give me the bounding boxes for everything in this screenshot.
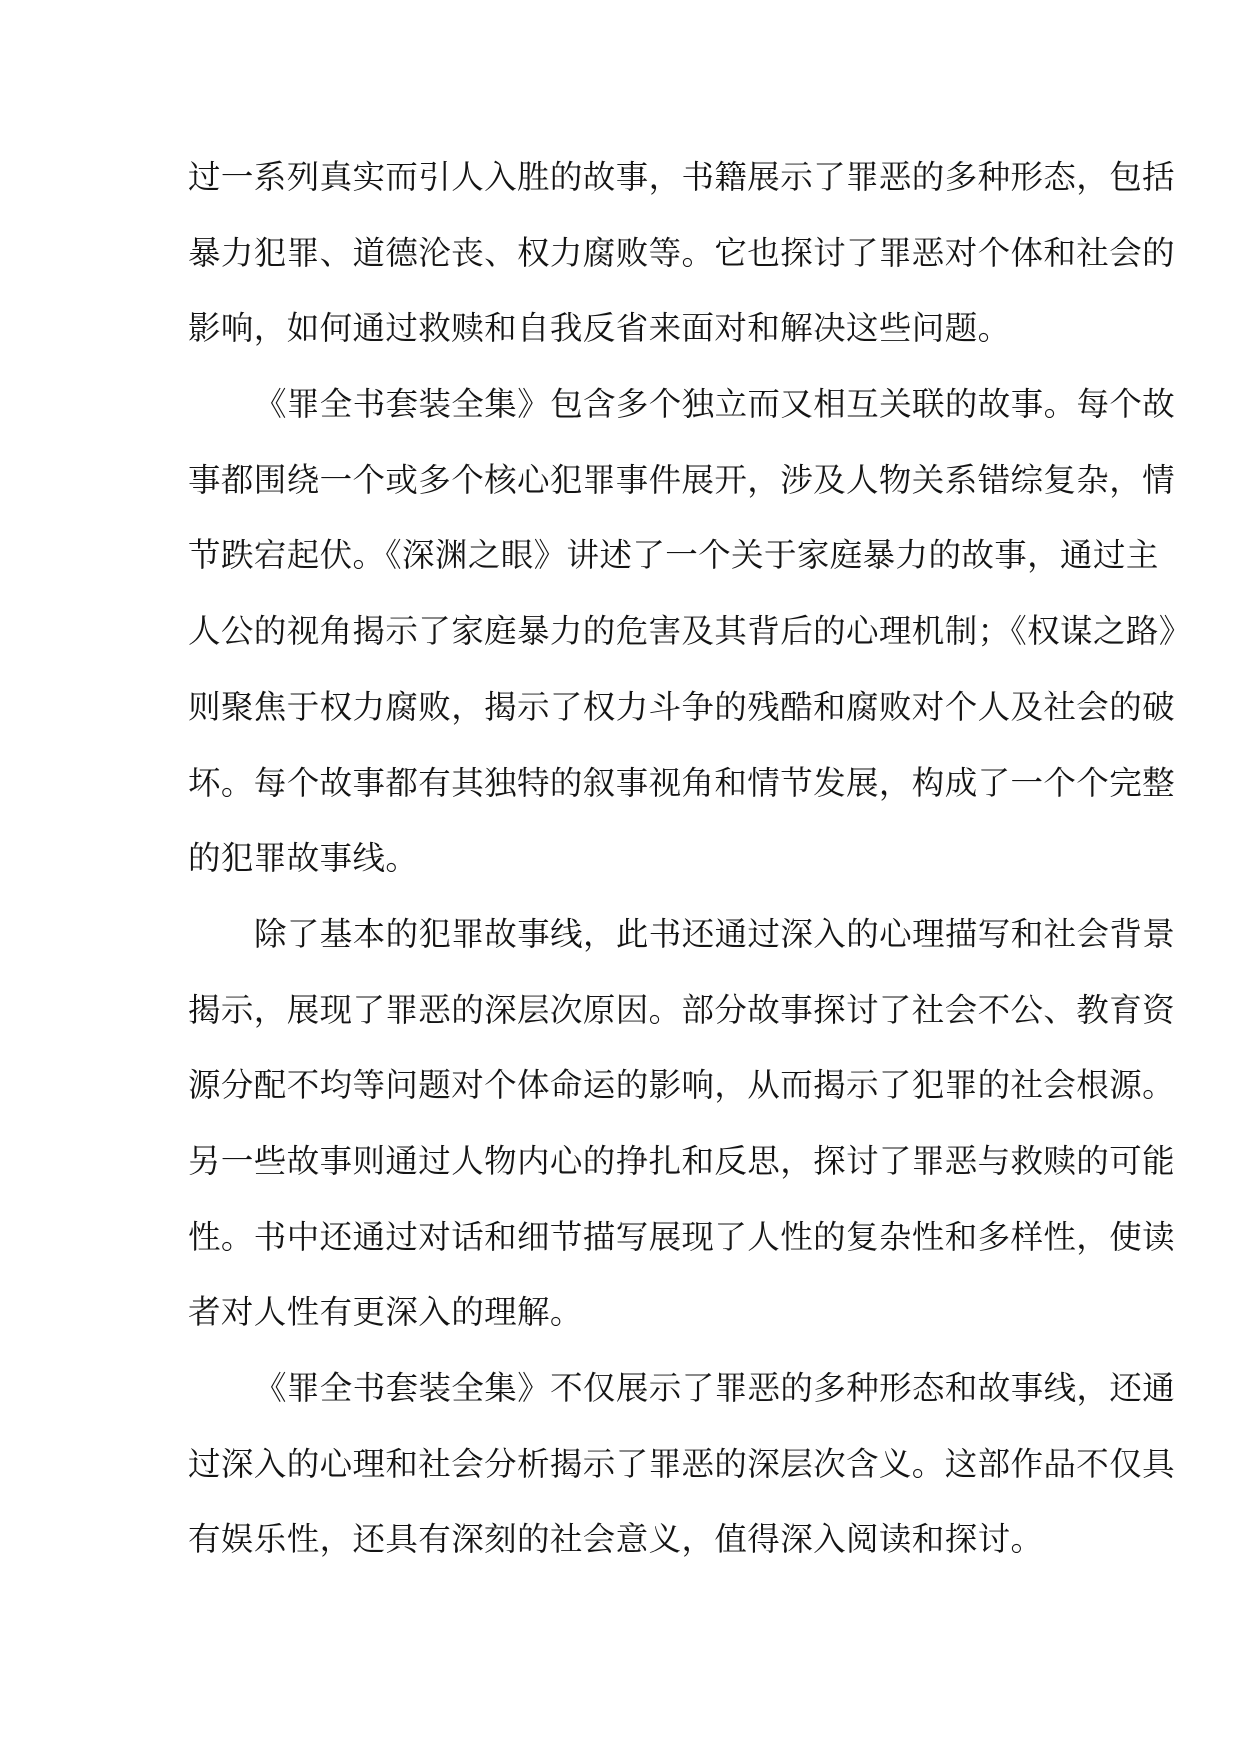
paragraph-first-line: 《罪全书套装全集》包含多个独立而又相互关联的故事。每个故 — [254, 385, 1176, 424]
body-text — [188, 140, 1192, 1578]
text-line: 节跌宕起伏。《深渊之眼》讲述了一个关于家庭暴力的故事，通过主 — [188, 536, 1159, 575]
text-line: 性。书中还通过对话和细节描写展现了人性的复杂性和多样性，使读 — [188, 1217, 1176, 1256]
text-line: 过一系列真实而引人入胜的故事，书籍展示了罪恶的多种形态，包括 — [188, 158, 1176, 196]
text-line: 坏。每个故事都有其独特的叙事视角和情节发展，构成了一个个完整 — [188, 763, 1176, 802]
text-line: 则聚焦于权力腐败，揭示了权力斗争的残酷和腐败对个人及社会的破 — [188, 687, 1176, 726]
text-line: 源分配不均等问题对个体命运的影响，从而揭示了犯罪的社会根源。 — [188, 1066, 1176, 1105]
paragraph-first-line: 除了基本的犯罪故事线，此书还通过深入的心理描写和社会背景 — [254, 914, 1176, 953]
text-line: 另一些故事则通过人物内心的挣扎和反思，探讨了罪恶与救赎的可能 — [188, 1141, 1176, 1180]
text-line: 人公的视角揭示了家庭暴力的危害及其背后的心理机制；《权谋之路》 — [188, 612, 1192, 651]
text-line: 有娱乐性，还具有深刻的社会意义，值得深入阅读和探讨。 — [188, 1520, 1044, 1559]
text-line: 暴力犯罪、道德沦丧、权力腐败等。它也探讨了罪恶对个体和社会的 — [188, 233, 1176, 272]
text-line: 过深入的心理和社会分析揭示了罪恶的深层次含义。这部作品不仅具 — [188, 1444, 1176, 1483]
text-line: 者对人性有更深入的理解。 — [188, 1293, 583, 1332]
text-line: 事都围绕一个或多个核心犯罪事件展开，涉及人物关系错综复杂，情 — [188, 460, 1176, 499]
paragraph-first-line: 《罪全书套装全集》不仅展示了罪恶的多种形态和故事线，还通 — [254, 1369, 1176, 1407]
text-line: 影响，如何通过救赎和自我反省来面对和解决这些问题。 — [188, 309, 1011, 348]
text-line: 揭示，展现了罪恶的深层次原因。部分故事探讨了社会不公、教育资 — [188, 990, 1176, 1029]
text-line: 的犯罪故事线。 — [188, 839, 419, 878]
